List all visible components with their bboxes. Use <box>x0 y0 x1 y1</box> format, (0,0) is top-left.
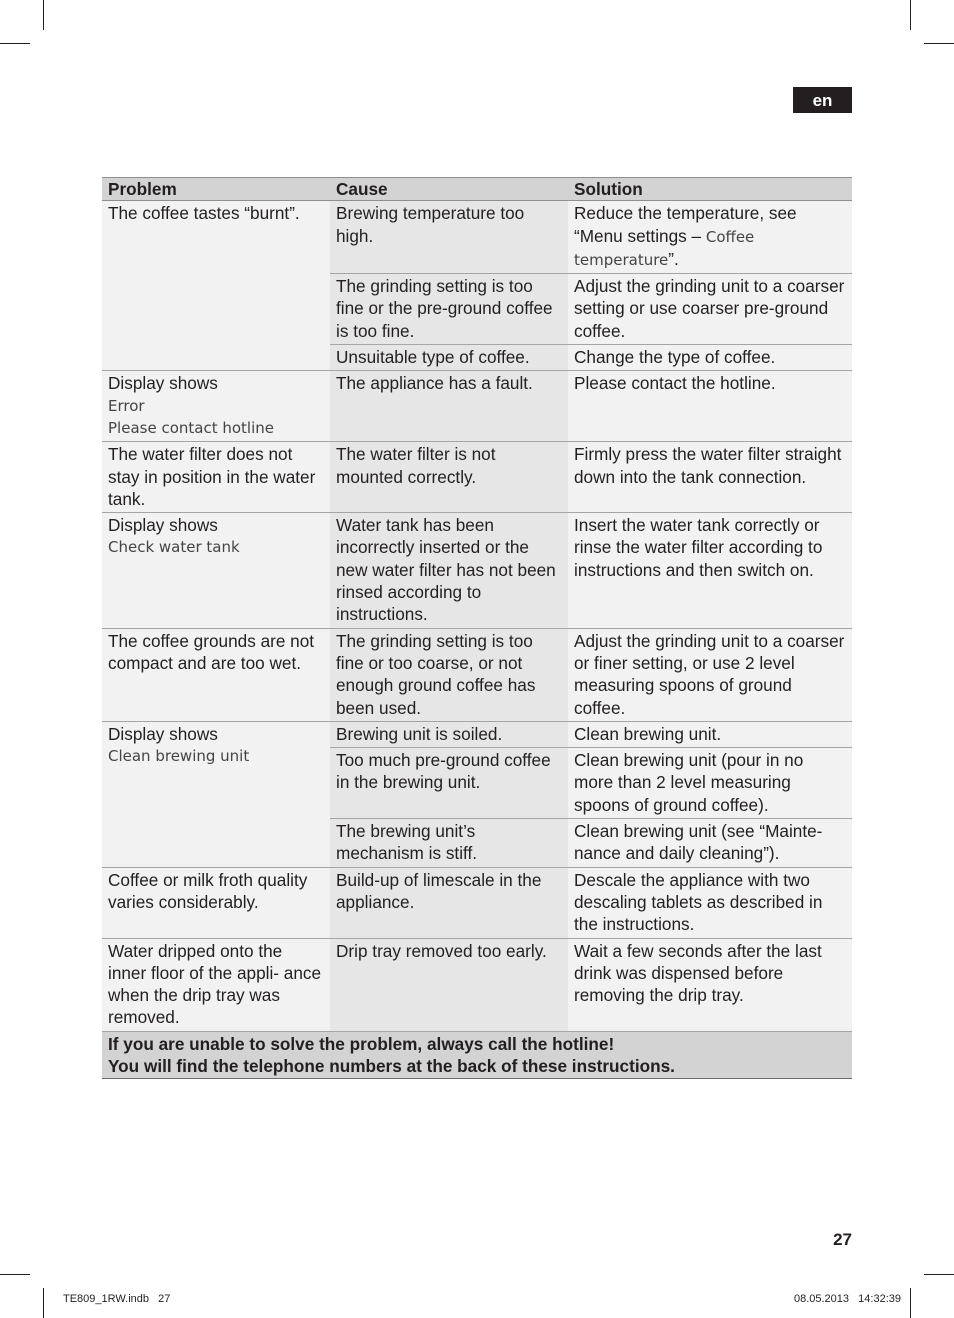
problem-text: Display shows <box>108 373 218 394</box>
crop-mark <box>924 1274 954 1275</box>
crop-mark <box>0 1274 30 1275</box>
display-message: Clean brewing unit <box>108 747 250 766</box>
cause-cell: Unsuitable type of coffee. <box>330 345 568 371</box>
print-slug-file: TE809_1RW.indb 27 <box>63 1293 171 1305</box>
cause-cell: The grinding setting is too fine or the pre-ground coffee is too fine. <box>330 274 568 345</box>
solution-cell: Clean brewing unit. <box>568 721 852 747</box>
cause-cell: Water tank has been incorrectly inserted or the new water filter has not been rinsed according to instructions. <box>330 513 568 628</box>
print-slug-datetime: 08.05.2013 14:32:39 <box>793 1293 901 1305</box>
cause-cell: Too much pre-ground coffee in the brewing unit. <box>330 748 568 819</box>
solution-cell: Insert the water tank correctly or rinse the water filter according to instructions and then switch on. <box>568 513 852 628</box>
solution-cell: Wait a few seconds after the last drink was dispensed before removing the drip tray. <box>568 938 852 1031</box>
language-tab: en <box>793 87 852 113</box>
problem-text: Display shows <box>108 515 218 536</box>
problem-cell: The coffee grounds are not compact and are too wet. <box>102 628 330 721</box>
display-message: Coffee temperature <box>574 227 755 269</box>
problem-cell <box>102 371 330 442</box>
hotline-note-line: You will find the telephone numbers at the back of these instructions. <box>108 1055 675 1076</box>
solution-cell: Clean brewing unit (pour in no more than 2 level measuring spoons of ground coffee). <box>568 748 852 819</box>
table-row <box>102 938 852 1031</box>
hotline-note <box>102 1031 852 1079</box>
problem-cell: The water filter does not stay in position in the water tank. <box>102 442 330 513</box>
display-message: Please contact hotline <box>108 418 274 437</box>
table-row <box>102 628 852 721</box>
problem-cell <box>102 201 330 371</box>
problem-text: Display shows <box>108 723 218 744</box>
problem-cell: Water dripped onto the inner floor of the appli- ance when the drip tray was removed. <box>102 938 330 1031</box>
crop-mark <box>43 1288 44 1318</box>
solution-cell: Adjust the grinding unit to a coarser or finer setting, or use 2 level measuring spoons of ground coffee. <box>568 628 852 721</box>
table-header-row <box>102 178 852 201</box>
table-row <box>102 371 852 442</box>
cause-cell: The grinding setting is too fine or too coarse, or not enough ground coffee has been used. <box>330 628 568 721</box>
solution-text-end: ”. <box>668 248 679 269</box>
cause-cell: The water filter is not mounted correctly. <box>330 442 568 513</box>
crop-mark <box>910 1288 911 1318</box>
header-cause: Cause <box>330 178 568 201</box>
crop-mark <box>910 0 911 30</box>
cause-cell: Brewing unit is soiled. <box>330 721 568 747</box>
header-solution: Solution <box>568 178 852 201</box>
solution-cell <box>568 201 852 274</box>
hotline-note-line: If you are unable to solve the problem, always call the hotline! <box>108 1033 615 1054</box>
solution-cell: Adjust the grinding unit to a coarser setting or use coarser pre-ground coffee. <box>568 274 852 345</box>
problem-cell <box>102 721 330 867</box>
table-footer-row <box>102 1031 852 1079</box>
table-row <box>102 721 852 747</box>
crop-mark <box>43 0 44 30</box>
header-problem: Problem <box>102 178 330 201</box>
display-message: Error <box>108 396 145 415</box>
page-number: 27 <box>833 1230 852 1249</box>
problem-cell <box>102 513 330 628</box>
solution-cell: Please contact the hotline. <box>568 371 852 442</box>
display-message: Check water tank <box>108 538 240 557</box>
cause-cell: Brewing temperature too high. <box>330 201 568 274</box>
troubleshooting-table <box>102 177 852 1079</box>
cause-cell: Build-up of limescale in the appliance. <box>330 867 568 938</box>
solution-cell: Descale the appliance with two descaling tablets as described in the instructions. <box>568 867 852 938</box>
cause-cell: The appliance has a fault. <box>330 371 568 442</box>
problem-text: The coffee tastes “burnt”. <box>108 203 300 224</box>
solution-cell: Firmly press the water filter straight down into the tank connection. <box>568 442 852 513</box>
table-row <box>102 513 852 628</box>
solution-cell: Change the type of coffee. <box>568 345 852 371</box>
problem-cell: Coffee or milk froth quality varies considerably. <box>102 867 330 938</box>
crop-mark <box>0 43 30 44</box>
cause-cell: The brewing unit’s mechanism is stiff. <box>330 819 568 868</box>
cause-cell: Drip tray removed too early. <box>330 938 568 1031</box>
table-row <box>102 867 852 938</box>
solution-cell: Clean brewing unit (see “Mainte- nance and daily cleaning”). <box>568 819 852 868</box>
solution-text: Reduce the temperature, see “Menu settings – <box>574 203 797 246</box>
crop-mark <box>924 43 954 44</box>
table-row <box>102 201 852 274</box>
table-row <box>102 442 852 513</box>
